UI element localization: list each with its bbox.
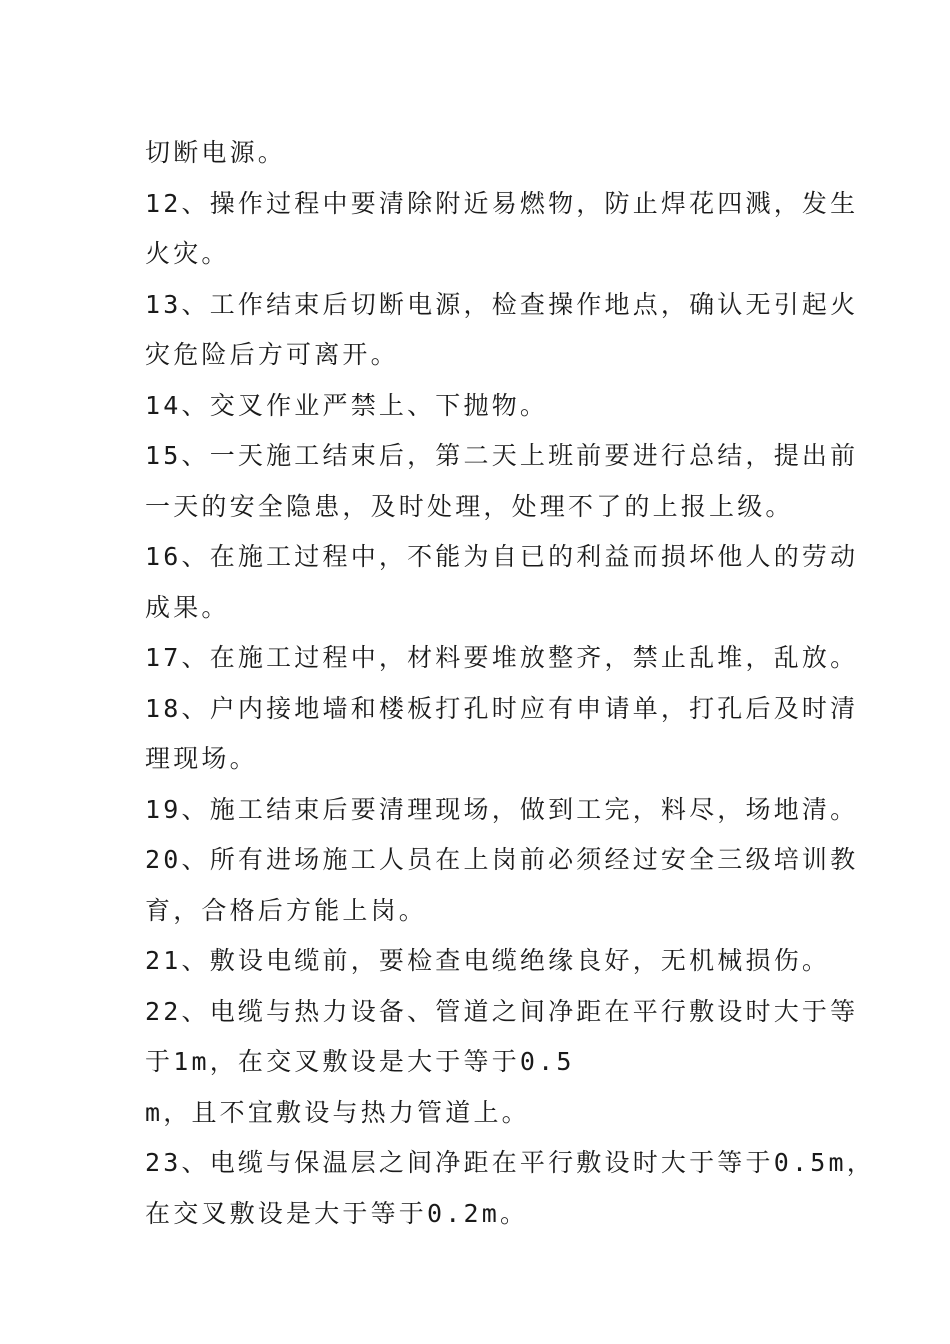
text-line: 切断电源。: [145, 138, 287, 167]
text-line: 15、一天施工结束后，第二天上班前要进行总结，提出前: [145, 441, 859, 470]
document-body: [145, 128, 875, 1239]
text-line: 20、所有进场施工人员在上岗前必须经过安全三级培训教: [145, 845, 859, 874]
text-line: 16、在施工过程中，不能为自已的利益而损坏他人的劳动: [145, 542, 859, 571]
text-line: 19、施工结束后要清理现场，做到工完，料尽，场地清。: [145, 794, 859, 824]
text-line: m，且不宜敷设与热力管道上。: [145, 1097, 530, 1127]
text-line: 13、工作结束后切断电源，检查操作地点，确认无引起火: [145, 289, 859, 319]
text-line: 火灾。: [145, 239, 230, 268]
text-line: 于1m，在交叉敷设是大于等于0.5: [145, 1047, 575, 1076]
text-line: 在交叉敷设是大于等于0.2m。: [145, 1198, 529, 1228]
text-line: 23、电缆与保温层之间净距在平行敷设时大于等于0.5m，: [145, 1148, 875, 1177]
text-line: 理现场。: [145, 744, 258, 773]
text-line: 18、户内接地墙和楼板打孔时应有申请单，打孔后及时清: [145, 693, 859, 723]
text-line: 21、敷设电缆前，要检查电缆绝缘良好，无机械损伤。: [145, 946, 831, 975]
text-line: 成果。: [145, 592, 230, 622]
text-line: 12、操作过程中要清除附近易燃物，防止焊花四溅，发生: [145, 188, 859, 218]
text-line: 一天的安全隐患，及时处理，处理不了的上报上级。: [145, 491, 794, 521]
text-line: 22、电缆与热力设备、管道之间净距在平行敷设时大于等: [145, 996, 859, 1026]
text-line: 17、在施工过程中，材料要堆放整齐，禁止乱堆，乱放。: [145, 643, 859, 672]
text-line: 灾危险后方可离开。: [145, 340, 399, 369]
text-line: 14、交叉作业严禁上、下抛物。: [145, 390, 549, 420]
text-line: 育，合格后方能上岗。: [145, 895, 428, 925]
